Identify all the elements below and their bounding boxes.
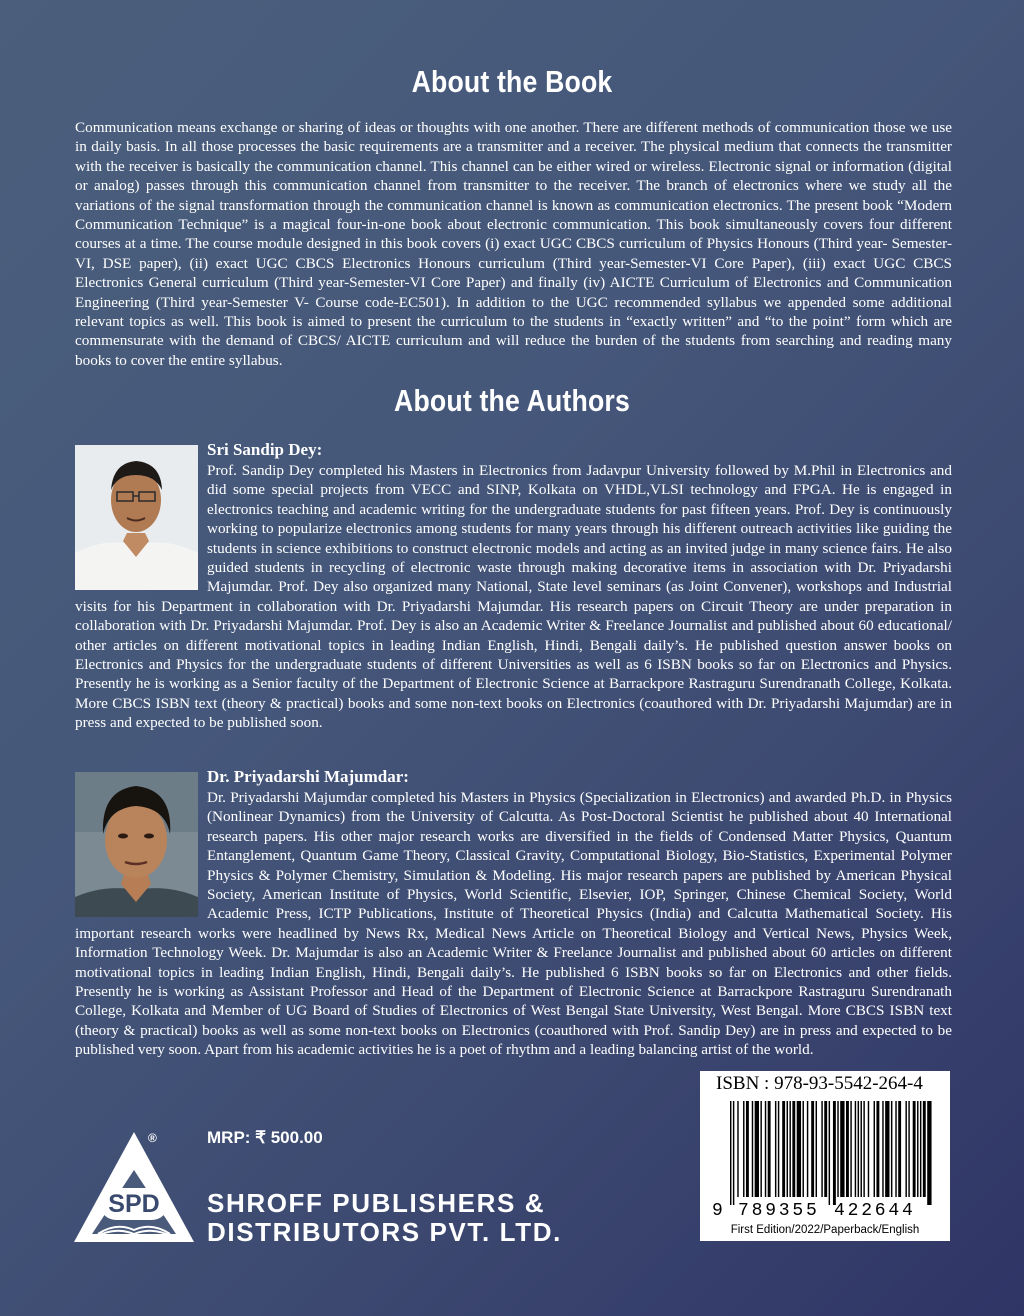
barcode-bar: [811, 1101, 814, 1197]
barcode-bar: [913, 1101, 916, 1197]
barcode-bar: [876, 1101, 879, 1197]
barcode-bar: [797, 1101, 801, 1197]
barcode-bar: [858, 1101, 859, 1197]
barcode-bar: [803, 1101, 804, 1197]
barcode-bar: [874, 1101, 875, 1197]
barcode-bar: [792, 1101, 795, 1197]
author-name-sandip-dey: Sri Sandip Dey:: [207, 440, 323, 459]
barcode-bar: [787, 1101, 788, 1197]
barcode-bar: [863, 1101, 864, 1197]
barcode-bar: [868, 1101, 869, 1197]
barcode-bar: [891, 1101, 892, 1197]
mrp-price: MRP: ₹ 500.00: [207, 1128, 323, 1147]
barcode-bar: [850, 1101, 851, 1197]
barcode-bar: [905, 1101, 906, 1197]
barcode-bar: [768, 1101, 771, 1197]
author-bio-priyadarshi-majumdar: [75, 788, 952, 1060]
barcode-bar: [855, 1101, 856, 1197]
barcode-bar: [816, 1101, 817, 1197]
barcode-bar: [746, 1101, 749, 1197]
barcode-bar: [733, 1101, 734, 1205]
spd-logo-text: SPD: [108, 1190, 160, 1218]
barcode-bar: [908, 1101, 909, 1197]
edition-info: First Edition/2022/Paperback/English: [730, 1224, 920, 1236]
publisher-name: [207, 1189, 562, 1247]
barcode-digits-left: 789355: [738, 1201, 820, 1221]
barcode-bar: [898, 1101, 901, 1197]
barcode-bar: [755, 1101, 759, 1197]
barcode: [700, 1071, 950, 1241]
barcode-bar: [840, 1101, 844, 1197]
barcode-bar: [778, 1101, 779, 1197]
barcode-bar: [927, 1101, 931, 1205]
barcode-bar: [882, 1101, 883, 1197]
barcode-bar: [923, 1101, 926, 1197]
barcode-bar: [775, 1101, 776, 1197]
author-bio-text: Prof. Sandip Dey completed his Masters in Electronics from Jadavpur University followed by M.Phil in Electronics and did some special projects from VECC and SINP, Kolkata on VHDL,VLSI technology and FPGA. He is engaged in electronics teaching and academic writing for the undergraduate students for past fifteen years. Prof. Dey is continuously working to popularize electronics among students for many years through his different outreach activities like guiding the students in science exhibitions to construct electronic models and acting as an invited judge in many science fairs. He also guided students in recycling of electronic waste through making decorative items in association with Dr. Priyadarshi Majumdar. Prof. Dey also organized many National, State level seminars (as Joint Convener), workshops and Industrial visits for his Department in collaboration with Dr. Priyadarshi Majumdar. His research papers on Circuit Theory are under preparation in collaboration with Dr. Priyadarshi Majumdar. Prof. Dey is also an Academic Writer & Freelance Journalist and published about 60 educational/ other articles on different motivational topics in leading Indian English, Hindi, Bengali daily’s. He published question answer books on Electronics and Physics for the undergraduate students of different Universities as well as 6 ISBN books so far on Electronics and Physics. Presently he is working as a Senior faculty of the Department of Electronic Science at Barrackpore Rastraguru Surendranath College, Kolkata. More CBCS ISBN text (theory & practical) books and some non-text books on Electronics (coauthored with Dr. Priyadarshi Majumdar) are in press and expected to be published soon.: [75, 462, 952, 732]
barcode-digits-right: 422644: [834, 1201, 916, 1221]
barcode-bar: [846, 1101, 849, 1197]
barcode-bar: [765, 1101, 766, 1197]
barcode-bar: [821, 1101, 822, 1197]
barcode-bar: [807, 1101, 808, 1197]
barcode-digit-first: 9: [712, 1201, 723, 1221]
author-bio-text: Dr. Priyadarshi Majumdar completed his Masters in Physics (Specialization in Electronics) and awarded Ph.D. in Physics (Nonlinear Dynamics) from the University of Calcutta. As Post-Doctoral Scientist he published about 40 International research papers. His other major research works are diversified in the fields of Condensed Matter Physics, Quantum Entanglement, Quantum Game Theory, Classical Gravity, Computational Biology, Bio-Statistics, Experimental Polymer Physics & Polymer Chemistry, Simulation & Modeling. His major research papers are published by American Physical Society, American Institute of Physics, World Scientific, Elsevier, IOP, Springer, Chinese Chemical Society, World Academic Press, ICTP Publications, Institute of Theoretical Physics (India) and Calcutta Mathematical Society. His important research works were headlined by News Rx, Medical News Article on Theoretical Biology and Vertical News, Physics Week, Information Technology Week. Dr. Majumdar is also an Academic Writer & Freelance Journalist and published about 60 articles on different motivational topics in leading Indian English, Hindi, Bengali daily’s. He published 6 ISBN books so far on Electronics and other fields. Presently he is working as Assistant Professor and Head of the Department of Electronic Science at Barrackpore Rastraguru Surendranath College, Kolkata and Member of UG Board of Studies of Electronics of West Bengal State University, West Bengal. More CBCS ISBN text (theory & practical) books as well as some non-text books on Electronics (coauthored with Prof. Sandip Dey) are in press and expected to be published very soon. Apart from his academic activities he is a poet of rhythm and a leading balancing artist of the world.: [75, 789, 952, 1059]
barcode-bar: [782, 1101, 785, 1197]
barcode-bar: [737, 1101, 738, 1197]
about-book-heading: About the Book: [411, 64, 613, 99]
about-authors-heading: About the Authors: [394, 383, 630, 418]
publisher-line-2: DISTRIBUTORS PVT. LTD.: [207, 1217, 562, 1247]
barcode-bar: [743, 1101, 744, 1197]
publisher-line-1: SHROFF PUBLISHERS &: [207, 1188, 546, 1218]
barcode-bar: [837, 1101, 838, 1197]
barcode-bar: [895, 1101, 896, 1197]
barcode-bar: [730, 1101, 731, 1205]
barcode-bar: [885, 1101, 889, 1197]
isbn-barcode-box: [700, 1071, 950, 1241]
author-bio-sandip-dey: [75, 461, 952, 733]
book-description: Communication means exchange or sharing of ideas or thoughts with one another. There are different methods of communication those we use in daily basis. In all those processes the basic requirements are a transmitter and a receiver. The physical medium that connects the transmitter with the receiver is basically the communication channel. This channel can be either wired or wireless. Electronic signal or information (digital or analog) passes through this communication channel from transmitter to the receiver. The branch of electronics where we study all the variations of the signal transformation through the communication channel is known as communication electronics. The present book “Modern Communication Technique” is a magical four-in-one book about electronic communication. This book simultaneously covers four different courses at a time. The course module designed in this book covers (i) exact UGC CBCS curriculum of Physics Honours (Third year- Semester-VI, DSE paper), (ii) exact UGC CBCS Electronics Honours curriculum (Third year-Semester-VI Core Paper), (iii) exact UGC CBCS Electronics General curriculum (Third year-Semester-VI Core Paper) and finally (iv) AICTE Curriculum of Electronics and Communication Engineering (Third year-Semester V- Course code-EC501). In addition to the UGC recommended syllabus we appended some additional relevant topics as well. This book is aimed to present the curriculum to the students in “exactly written” and “to the point” form which are commensurate with the demand of CBCS/ AICTE curriculum and will reduce the burden of the students from searching and reading many books to cover the entire syllabus.: [75, 119, 952, 369]
barcode-bar: [861, 1101, 862, 1197]
barcode-bar: [920, 1101, 921, 1197]
barcode-bar: [789, 1101, 790, 1197]
barcode-bar: [752, 1101, 753, 1197]
barcode-bar: [760, 1101, 761, 1197]
isbn-label: ISBN : 978-93-5542-264-4: [716, 1073, 923, 1094]
author-name-priyadarshi-majumdar: Dr. Priyadarshi Majumdar:: [207, 767, 409, 786]
spd-logo: [72, 1130, 197, 1245]
barcode-bar: [824, 1101, 827, 1197]
barcode-bar: [917, 1101, 918, 1197]
barcode-bar: [833, 1101, 836, 1205]
barcode-bar: [829, 1101, 830, 1205]
registered-mark: ®: [148, 1131, 157, 1145]
